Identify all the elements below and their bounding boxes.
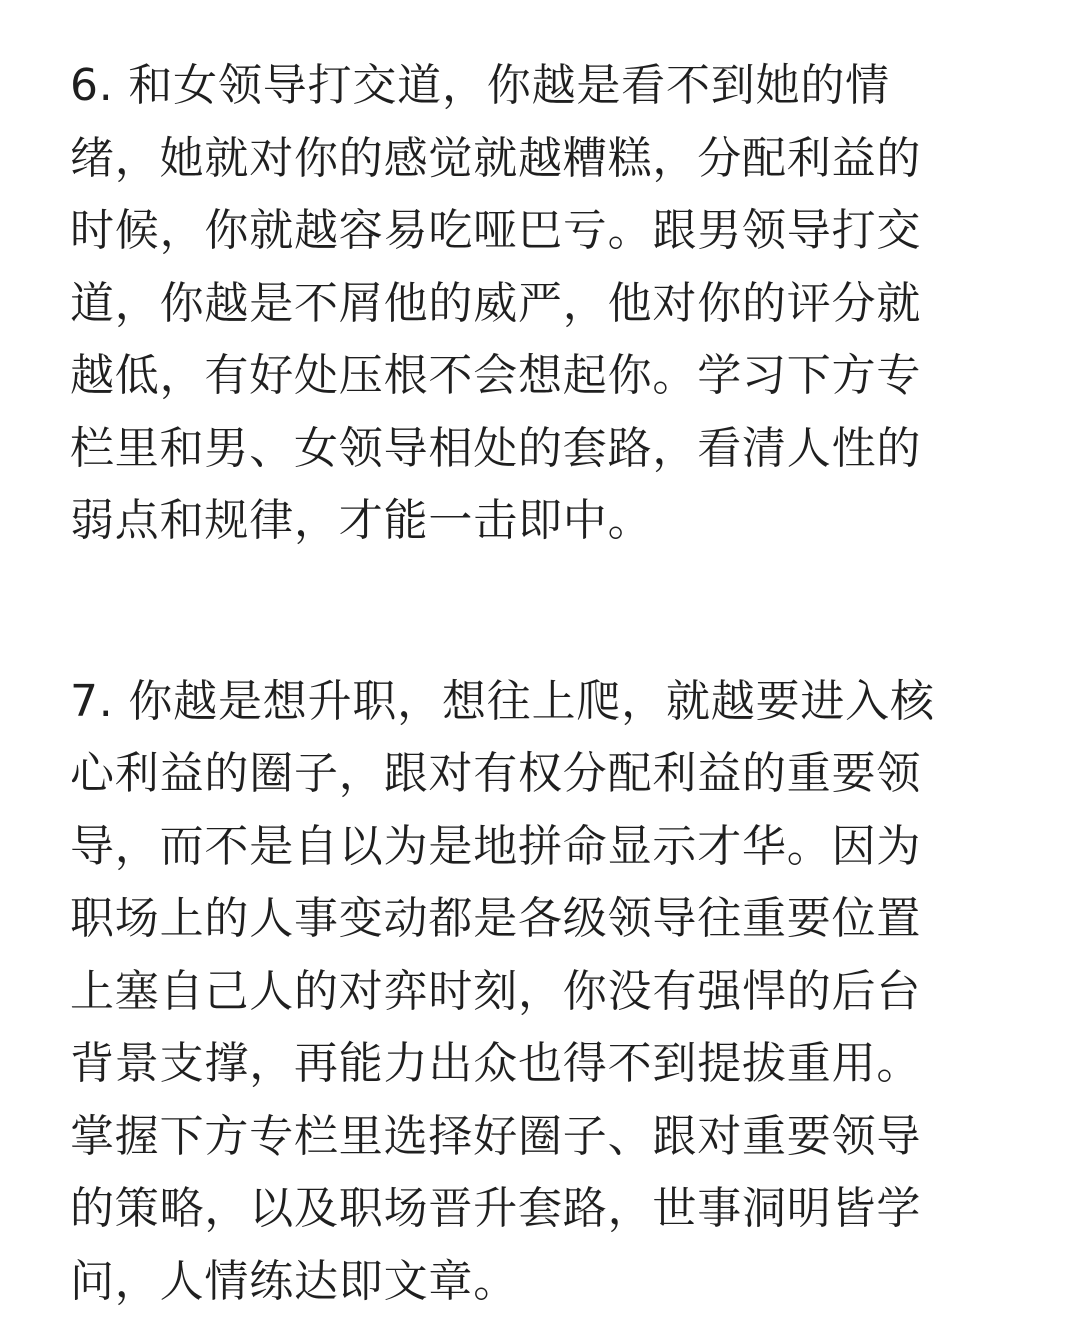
paragraph-line: 问，人情练达即文章。 [70, 1246, 990, 1318]
paragraph-line: 的策略，以及职场晋升套路，世事洞明皆学 [70, 1173, 990, 1246]
paragraph-line: 时候，你就越容易吃哑巴亏。跟男领导打交 [70, 195, 990, 268]
paragraph-line: 背景支撑，再能力出众也得不到提拔重用。 [70, 1028, 990, 1101]
article-body [70, 50, 990, 1318]
paragraph-line: 弱点和规律，才能一击即中。 [70, 485, 990, 558]
paragraph-spacer [70, 558, 990, 666]
paragraph-line: 绪，她就对你的感觉就越糟糕，分配利益的 [70, 123, 990, 196]
paragraph-line: 职场上的人事变动都是各级领导往重要位置 [70, 883, 990, 956]
paragraph-line: 心利益的圈子，跟对有权分配利益的重要领 [70, 738, 990, 811]
paragraph-line: 掌握下方专栏里选择好圈子、跟对重要领导 [70, 1101, 990, 1174]
paragraph-line: 导，而不是自以为是地拼命显示才华。因为 [70, 811, 990, 884]
paragraph-line: 上塞自己人的对弈时刻，你没有强悍的后台 [70, 956, 990, 1029]
paragraph-line: 越低，有好处压根不会想起你。学习下方专 [70, 340, 990, 413]
paragraph-line: 7. 你越是想升职，想往上爬，就越要进入核 [70, 666, 990, 739]
paragraph-7 [70, 666, 990, 1318]
paragraph-6 [70, 50, 990, 558]
paragraph-line: 6. 和女领导打交道，你越是看不到她的情 [70, 50, 990, 123]
paragraph-line: 栏里和男、女领导相处的套路，看清人性的 [70, 413, 990, 486]
paragraph-line: 道，你越是不屑他的威严，他对你的评分就 [70, 268, 990, 341]
